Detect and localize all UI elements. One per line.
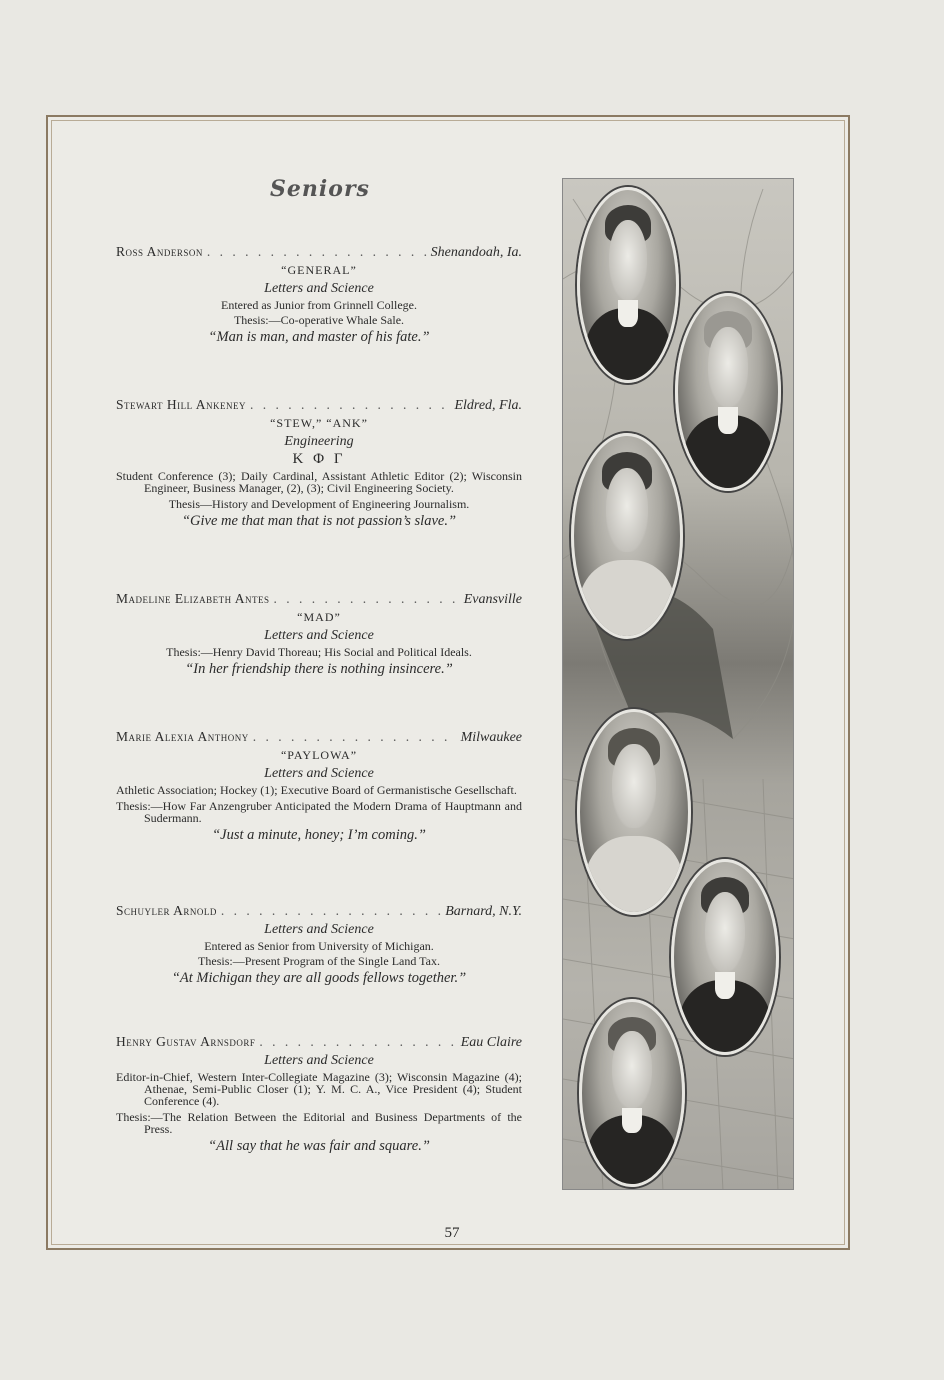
- portrait-photo: [579, 999, 685, 1187]
- leader-dots: [207, 244, 427, 259]
- leader-dots: [253, 729, 457, 744]
- name-line: [116, 903, 522, 919]
- quote: “Give me that man that is not passion’s slave.”: [181, 513, 457, 529]
- quote: “In her friendship there is nothing insincere.”: [185, 661, 453, 677]
- activities: Editor-in-Chief, Western Inter-Collegiate Magazine (3); Wisconsin Magazine (4); Athenae, Semi-Public Closer (1); Y. M. C. A., Vice President (4); Student Conference (4).: [116, 1070, 522, 1108]
- nickname: “MAD”: [297, 610, 341, 624]
- senior-name: Marie Alexia Anthony: [116, 729, 249, 744]
- senior-entry: [116, 591, 522, 677]
- senior-entry: [116, 903, 522, 986]
- senior-entry: [116, 244, 522, 345]
- quote: “At Michigan they are all goods fellows together.”: [171, 970, 467, 986]
- thesis-line: Thesis—History and Development of Engineering Journalism.: [168, 497, 470, 511]
- name-line: [116, 591, 522, 607]
- nickname: “PAYLOWA”: [280, 748, 358, 762]
- leader-dots: [259, 1034, 456, 1049]
- page-heading: Seniors: [270, 176, 370, 202]
- portrait-photo: [671, 859, 779, 1055]
- thesis-line: Thesis:—Co-operative Whale Sale.: [233, 313, 405, 327]
- course: Engineering: [284, 434, 354, 449]
- name-line: [116, 1034, 522, 1050]
- thesis-line: Thesis:—How Far Anzengruber Anticipated the Modern Drama of Hauptmann and Sudermann.: [116, 799, 522, 825]
- nickname: “GENERAL”: [281, 263, 357, 277]
- senior-name: Schuyler Arnold: [116, 903, 217, 918]
- quote: “Just a minute, honey; I’m coming.”: [212, 827, 426, 843]
- senior-entry: [116, 397, 522, 529]
- hometown: Eldred, Fla.: [454, 398, 522, 413]
- course: Letters and Science: [264, 628, 374, 643]
- hometown: Barnard, N.Y.: [445, 904, 522, 919]
- course: Letters and Science: [264, 766, 374, 781]
- thesis-line: Thesis:—Present Program of the Single Land Tax.: [198, 954, 440, 968]
- senior-name: Henry Gustav Arnsdorf: [116, 1034, 256, 1049]
- portrait-photo: [577, 709, 691, 915]
- note-line: Entered as Junior from Grinnell College.: [221, 298, 417, 312]
- note-line: Entered as Senior from University of Michigan.: [204, 939, 434, 953]
- senior-name: Stewart Hill Ankeney: [116, 397, 246, 412]
- hometown: Eau Claire: [460, 1035, 522, 1050]
- name-line: [116, 244, 522, 260]
- thesis-line: Thesis:—The Relation Between the Editorial and Business Departments of the Press.: [116, 1110, 522, 1136]
- quote: “All say that he was fair and square.”: [208, 1138, 430, 1154]
- hometown: Shenandoah, Ia.: [430, 245, 522, 260]
- course: Letters and Science: [264, 281, 374, 296]
- activities: Athletic Association; Hockey (1); Executive Board of Germanistische Gesellschaft.: [116, 783, 517, 797]
- senior-entry: [116, 1034, 522, 1154]
- leader-dots: [273, 591, 459, 606]
- nickname: “STEW,” “ANK”: [270, 416, 368, 430]
- quote: “Man is man, and master of his fate.”: [208, 329, 430, 345]
- page-number: 57: [444, 1225, 460, 1241]
- senior-name: Ross Anderson: [116, 244, 203, 259]
- course: Letters and Science: [264, 922, 374, 937]
- course: Letters and Science: [264, 1053, 374, 1068]
- leader-dots: [221, 903, 441, 918]
- hometown: Evansville: [463, 592, 522, 607]
- fraternity-letters: Κ Φ Γ: [292, 451, 346, 467]
- senior-name: Madeline Elizabeth Antes: [116, 591, 270, 606]
- leader-dots: [250, 397, 451, 412]
- senior-entry: [116, 729, 522, 843]
- portrait-photo: [577, 187, 679, 383]
- name-line: [116, 397, 522, 413]
- portrait-photo: [571, 433, 683, 639]
- portrait-column: [562, 178, 794, 1190]
- thesis-line: Thesis:—Henry David Thoreau; His Social and Political Ideals.: [166, 645, 472, 659]
- hometown: Milwaukee: [460, 730, 522, 745]
- name-line: [116, 729, 522, 745]
- portrait-photo: [675, 293, 781, 491]
- activities: Student Conference (3); Daily Cardinal, Assistant Athletic Editor (2); Wisconsin Engineer, Business Manager, (2), (3); Civil Engineering Society.: [116, 469, 522, 495]
